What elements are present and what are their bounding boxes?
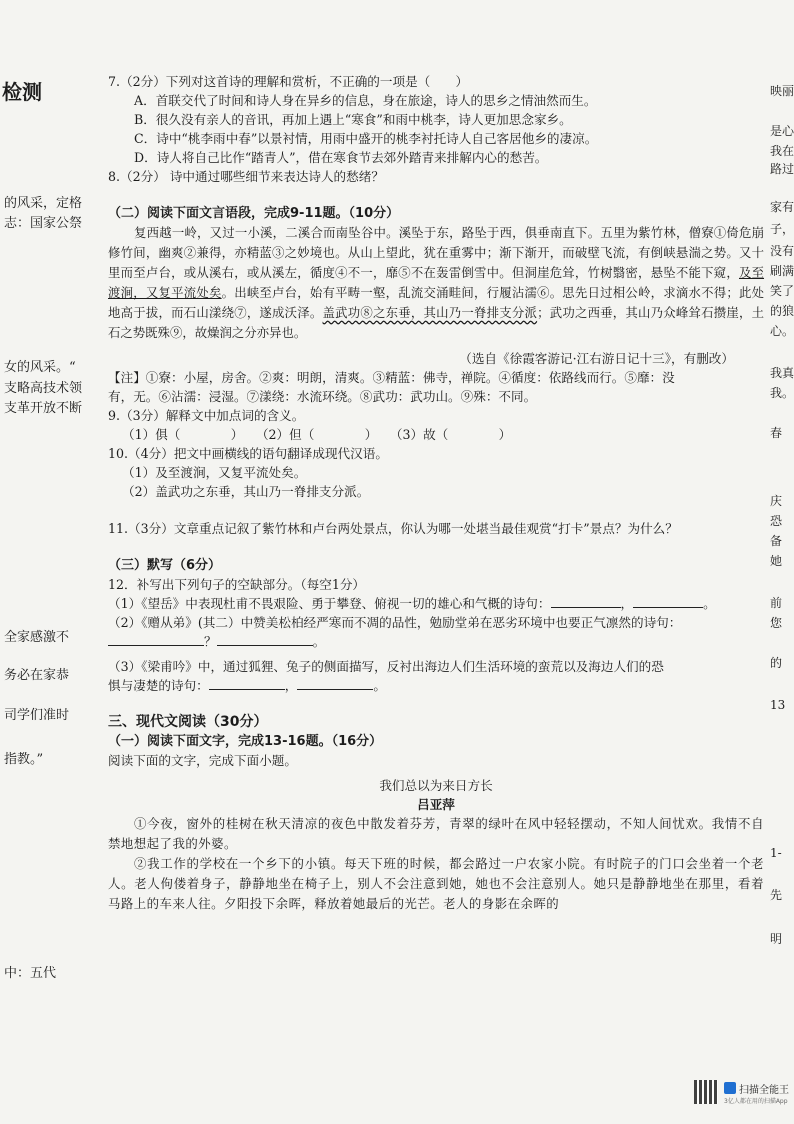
margin-fragment: 笑了 bbox=[770, 284, 794, 298]
margin-fragment: 庆 bbox=[770, 494, 783, 508]
question-7-option-c: C．诗中“桃李雨中春”以景衬情，用雨中盛开的桃李衬托诗人自己客居他乡的凄凉。 bbox=[134, 131, 598, 146]
margin-fragment: 映丽 bbox=[770, 84, 794, 98]
answer-blank[interactable] bbox=[633, 595, 703, 608]
answer-blank[interactable] bbox=[551, 595, 621, 608]
margin-fragment: 13 bbox=[770, 698, 786, 712]
margin-fragment: 路过 bbox=[770, 162, 794, 176]
section-2-heading: （二）阅读下面文言语段，完成9-11题。（10分） bbox=[108, 206, 400, 221]
answer-blank[interactable] bbox=[217, 633, 313, 646]
question-7-option-a: A．首联交代了时间和诗人身在异乡的信息，身在旅途，诗人的思乡之情油然而生。 bbox=[134, 93, 597, 108]
margin-fragment: 1- bbox=[770, 846, 782, 860]
margin-fragment: 务必在家恭 bbox=[4, 668, 70, 683]
margin-fragment: 中：五代 bbox=[4, 966, 57, 981]
margin-fragment: 子， bbox=[770, 222, 794, 236]
margin-fragment: 恐 bbox=[770, 514, 783, 528]
essay-title: 我们总以为来日方长 bbox=[379, 778, 493, 793]
question-8-stem: 8.（2分） 诗中通过哪些细节来表达诗人的愁绪？ bbox=[108, 169, 384, 184]
margin-fragment: 刷满 bbox=[770, 264, 794, 278]
margin-fragment: 前 bbox=[770, 596, 783, 610]
dictation-line-2b: ？ 。 bbox=[108, 632, 764, 651]
margin-fragment: 司学们准时 bbox=[4, 708, 70, 723]
margin-fragment: 您 bbox=[770, 616, 783, 630]
margin-fragment: 全家感激不 bbox=[4, 630, 70, 645]
watermark-app-name: 扫描全能王 bbox=[739, 1085, 789, 1096]
passage-source: （选自《徐霞客游记·江右游日记十三》，有删改） bbox=[459, 351, 734, 366]
qr-code-icon bbox=[694, 1080, 718, 1104]
underlined-sentence-2: 盖武功⑧之东垂，其山乃一脊排支分派 bbox=[322, 305, 538, 320]
classical-passage bbox=[108, 223, 764, 343]
margin-fragment: 春 bbox=[770, 426, 783, 440]
margin-fragment: 指教。” bbox=[4, 752, 44, 767]
watermark-tagline: 3亿人都在用的扫描App bbox=[724, 1098, 788, 1105]
margin-fragment: 我。 bbox=[770, 386, 794, 400]
question-10-stem: 10.（4分）把文中画横线的语句翻译成现代汉语。 bbox=[108, 446, 388, 461]
question-10-item-1: （1）及至渡涧，又复平流处矣。 bbox=[122, 465, 307, 480]
margin-fragment: 先 bbox=[770, 888, 783, 902]
margin-fragment: 没有 bbox=[770, 244, 794, 258]
question-7-option-b: B．很久没有亲人的音讯，再加上遇上“寒食”和雨中桃李，诗人更加思念家乡。 bbox=[134, 112, 572, 127]
question-9-items: （1）俱（ ） （2）但（ ） （3）故（ ） bbox=[122, 427, 512, 442]
margin-fragment: 支略高技术领 bbox=[4, 381, 83, 396]
answer-blank[interactable] bbox=[209, 677, 285, 690]
essay-author: 吕亚萍 bbox=[417, 797, 455, 812]
passage-text: ；武功之西垂，其山乃众峰耸石攒崖，土石之势既殊⑨，故燥润之分亦异也。 bbox=[108, 305, 765, 340]
scanner-watermark bbox=[694, 1080, 789, 1108]
answer-blank[interactable] bbox=[108, 633, 204, 646]
underlined-sentence-1: 及至渡涧，又复平流处矣 bbox=[108, 265, 765, 300]
part-3-heading: 三、现代文阅读（30分） bbox=[108, 714, 268, 730]
main-column bbox=[108, 72, 764, 914]
margin-fragment: 心。 bbox=[770, 324, 794, 338]
question-12-stem: 12．补写出下列句子的空缺部分。（每空1分） bbox=[108, 577, 366, 592]
margin-fragment: 志：国家公祭 bbox=[4, 216, 83, 231]
passage-note-line-2: 有，无。⑥沾濡：浸湿。⑦漾绕：水流环绕。⑧武功：武功山。⑨殊：不同。 bbox=[108, 389, 537, 404]
passage-text: 复西越一岭，又过一小溪，二溪合而南坠谷中。溪坠于东，路坠于西，俱垂南直下。五里为紫竹林，僧寮①倚危崩修竹间，幽爽②兼得，亦精蓝③之妙境也。从山上望此，犹在重雾中；渐下渐开，而破壁飞流，有倒峡悬湍之势。又十里而至卢台，或从溪右，或从溪左，循度④不一，靡⑤不在轰雷倒雪中。但洞崖危耸，竹树翳密，悬坠不能下窥， bbox=[108, 225, 764, 280]
question-9-stem: 9.（3分）解释文中加点词的含义。 bbox=[108, 408, 305, 423]
margin-fragment: 我真 bbox=[770, 366, 794, 380]
dictation-line-1: （1）《望岳》中表现杜甫不畏艰险、勇于攀登、俯视一切的雄心和气概的诗句： ， 。 bbox=[108, 596, 716, 611]
margin-fragment: 明 bbox=[770, 932, 783, 946]
scanner-logo-icon bbox=[724, 1082, 736, 1094]
margin-fragment: 家有 bbox=[770, 200, 794, 214]
passage-text: 。出峡至卢台，始有平畴一壑，乱流交涌畦间，行履沾濡⑥。思先日过相公岭，求滴水不得；此处地高于拔，而石山漾绕⑦，遂成沃泽。 bbox=[108, 285, 764, 320]
margin-fragment: 我在 bbox=[770, 144, 794, 158]
part-3-subheading: （一）阅读下面文字，完成13-16题。（16分） bbox=[108, 734, 383, 749]
dictation-line-3: （3）《梁甫吟》中，通过狐狸、兔子的侧面描写，反衬出海边人们生活环境的蛮荒以及海边人们的恐 bbox=[108, 659, 664, 674]
passage-note-line-1: 【注】①寮：小屋，房舍。②爽：明朗，清爽。③精蓝：佛寺，禅院。④循度：依路线而行。⑤靡：没 bbox=[108, 370, 675, 385]
question-11-stem: 11.（3分）文章重点记叙了紫竹林和卢台两处景点，你认为哪一处堪当最佳观赏“打卡”景点？为什么？ bbox=[108, 521, 678, 536]
margin-fragment: 她 bbox=[770, 554, 783, 568]
margin-title: 检测 bbox=[2, 80, 42, 104]
question-7-stem: 7.（2分）下列对这首诗的理解和赏析，不正确的一项是（ ） bbox=[108, 74, 469, 89]
essay-paragraph-2: ②我工作的学校在一个乡下的小镇。每天下班的时候，都会路过一户农家小院。有时院子的门口会坐着一个老人。老人佝偻着身子，静静地坐在椅子上，别人不会注意到她，她也不会注意别人。她只是静静地坐在那里，看着马路上的车来人往。夕阳投下余晖，释放着她最后的光芒。老人的身影在余晖的 bbox=[108, 856, 764, 911]
margin-fragment: 支革开放不断 bbox=[4, 401, 83, 416]
question-10-item-2: （2）盖武功之东垂，其山乃一脊排支分派。 bbox=[122, 484, 370, 499]
margin-fragment: 的狼 bbox=[770, 304, 794, 318]
essay-body bbox=[108, 814, 764, 914]
part-3-intro: 阅读下面的文字，完成下面小题。 bbox=[108, 753, 297, 768]
question-7-option-d: D．诗人将自己比作“踏青人”，借在寒食节去郊外踏青来排解内心的愁苦。 bbox=[134, 150, 548, 165]
section-3-heading: （三）默写（6分） bbox=[108, 558, 222, 573]
answer-blank[interactable] bbox=[297, 677, 373, 690]
margin-fragment: 的 bbox=[770, 656, 783, 670]
margin-fragment: 是心 bbox=[770, 124, 794, 138]
dictation-line-3b: 惧与凄楚的诗句： ， 。 bbox=[108, 678, 386, 693]
essay-paragraph-1: ①今夜，窗外的桂树在秋天清凉的夜色中散发着芬芳，青翠的绿叶在风中轻轻摆动，不知人间忧欢。我情不自禁地想起了我的外婆。 bbox=[108, 816, 764, 851]
margin-fragment: 备 bbox=[770, 534, 783, 548]
margin-fragment: 的风采，定格 bbox=[4, 196, 83, 211]
dictation-line-2: （2）《赠从弟》(其二）中赞美松柏经严寒而不凋的品性，勉励堂弟在恶劣环境中也要正气凛然的诗句： bbox=[108, 615, 682, 630]
margin-fragment: 女的风采。“ bbox=[4, 360, 76, 375]
